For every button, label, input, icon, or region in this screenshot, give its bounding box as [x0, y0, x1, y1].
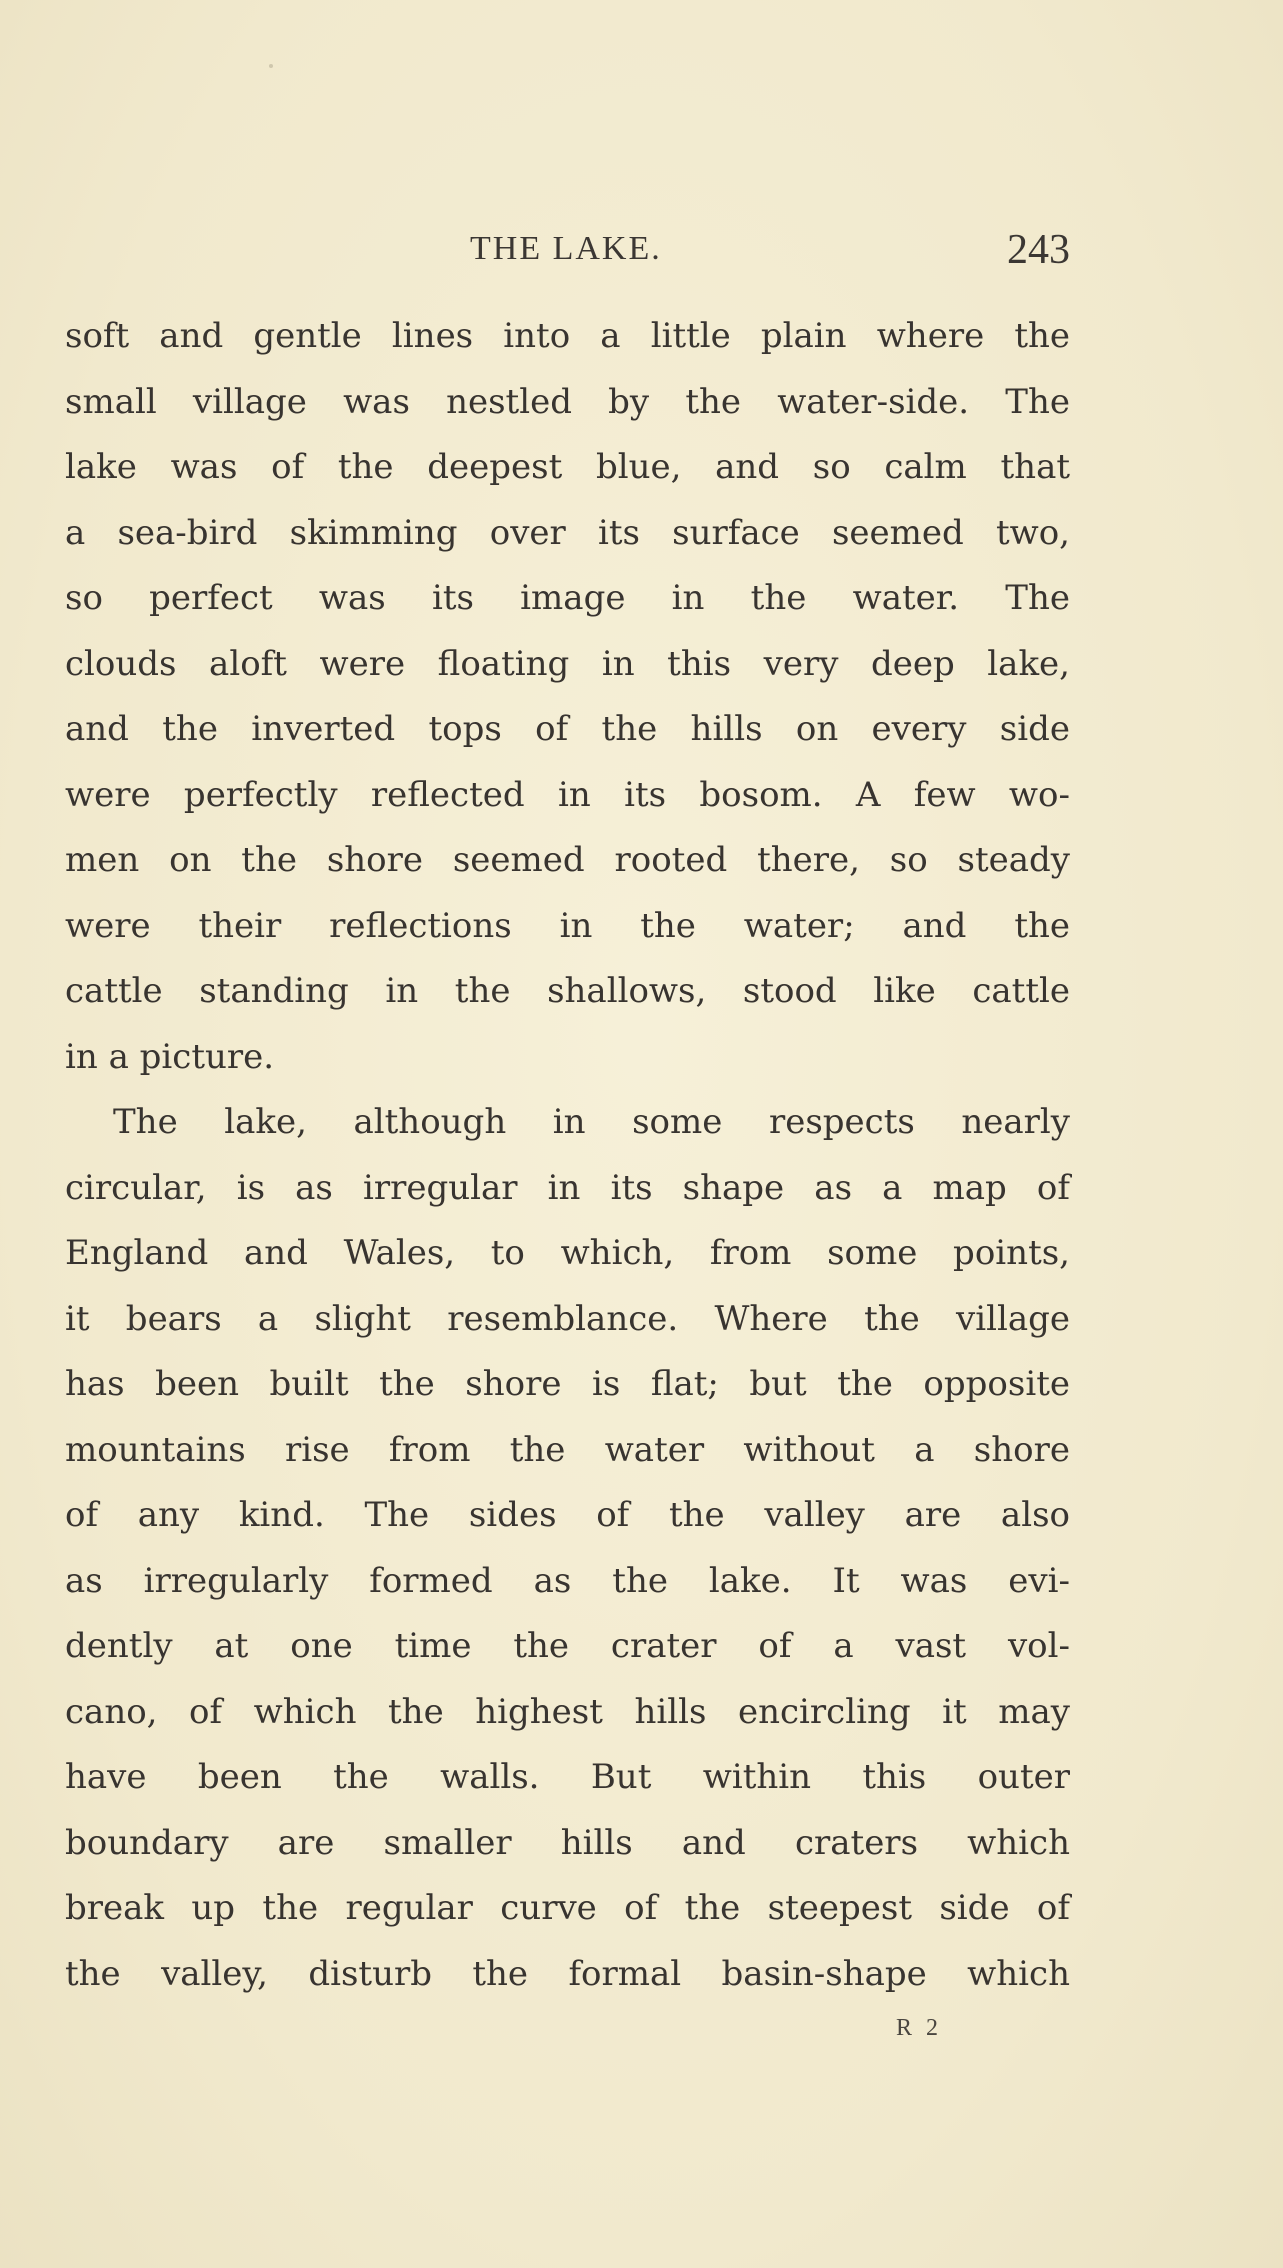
- text-line-paragraph-start: The lake, although in some respects nearly: [113, 1102, 1070, 1142]
- text-line: boundary are smaller hills and craters which: [65, 1822, 1070, 1863]
- text-line: cattle standing in the shallows, stood like cattle: [65, 971, 1070, 1011]
- text-line: dently at one time the crater of a vast vol-: [65, 1626, 1070, 1666]
- text-line: have been the walls. But within this outer: [65, 1757, 1070, 1797]
- text-line: mountains rise from the water without a shore: [65, 1429, 1070, 1470]
- text-line: lake was of the deepest blue, and so calm that: [65, 447, 1070, 487]
- text-line: has been built the shore is flat; but the opposite: [65, 1364, 1070, 1404]
- text-line: men on the shore seemed rooted there, so steady: [65, 840, 1070, 880]
- text-line: a sea-bird skimming over its surface seemed two,: [65, 512, 1070, 553]
- text-line: England and Wales, to which, from some points,: [65, 1233, 1070, 1273]
- text-line: break up the regular curve of the steepest side of: [65, 1888, 1070, 1928]
- text-line: of any kind. The sides of the valley are also: [65, 1495, 1070, 1535]
- body-text: [65, 304, 1070, 2007]
- page-number: 243: [1007, 227, 1070, 273]
- text-line: clouds aloft were floating in this very deep lake,: [65, 643, 1070, 684]
- text-line: as irregularly formed as the lake. It was evi-: [65, 1560, 1070, 1601]
- text-line: soft and gentle lines into a little plain where the: [65, 316, 1070, 356]
- signature-mark: R 2: [896, 2015, 943, 2041]
- text-line: were their reflections in the water; and the: [65, 905, 1070, 946]
- text-line: were perfectly reflected in its bosom. A few wo-: [65, 774, 1070, 815]
- text-line-paragraph-end: in a picture.: [65, 1036, 275, 1077]
- running-head: [65, 226, 1070, 286]
- text-line: cano, of which the highest hills encircling it may: [65, 1691, 1070, 1732]
- text-line: and the inverted tops of the hills on every side: [65, 709, 1070, 749]
- text-line: circular, is as irregular in its shape as a map of: [65, 1167, 1070, 1208]
- text-line: small village was nestled by the water-side. The: [65, 381, 1070, 422]
- text-line: it bears a slight resemblance. Where the village: [65, 1298, 1070, 1339]
- text-line: the valley, disturb the formal basin-shape which: [65, 1953, 1070, 1994]
- paper-speck: [269, 64, 273, 68]
- text-line: so perfect was its image in the water. The: [65, 578, 1070, 618]
- running-title: THE LAKE.: [470, 230, 662, 267]
